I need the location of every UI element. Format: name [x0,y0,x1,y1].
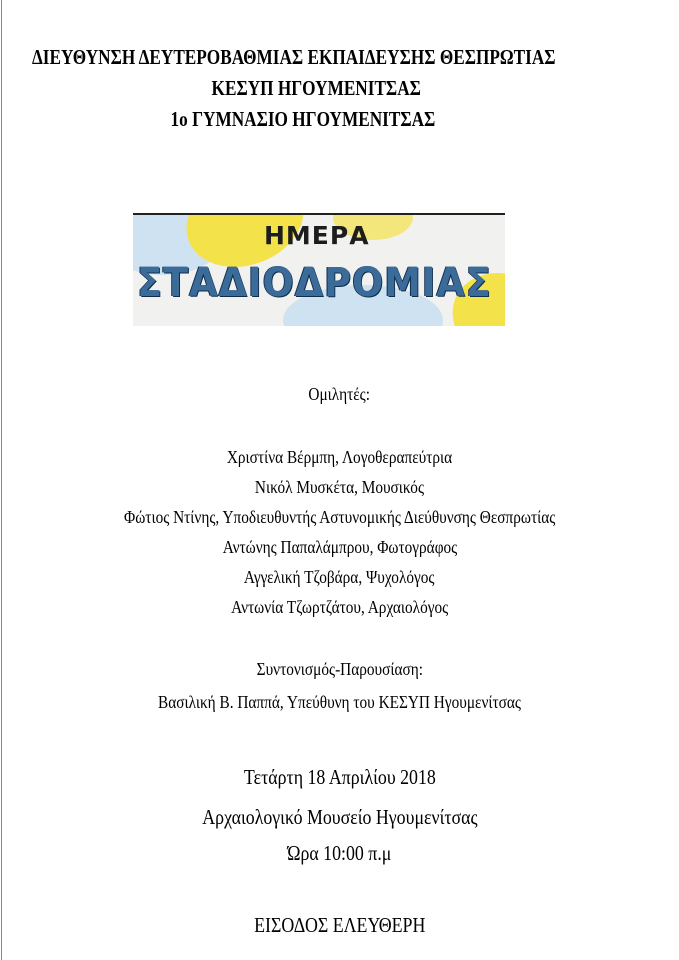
speakers-heading: Ομιλητές: [308,384,371,404]
coordination-person: Βασιλική Β. Παππά, Υπεύθυνη του ΚΕΣΥΠ Ηγουμενίτσας [158,692,521,712]
event-time: Ώρα 10:00 π.μ [287,841,392,865]
speaker-item: Νικόλ Μυσκέτα, Μουσικός [254,477,425,497]
career-day-banner [133,213,505,326]
free-entry-notice: ΕΙΣΟΔΟΣ ΕΛΕΥΘΕΡΗ [253,913,426,937]
speaker-item: Αντώνης Παπαλάμπρου, Φωτογράφος [222,537,457,557]
header-directorate: ΔΙΕΥΘΥΝΣΗ ΔΕΥΤΕΡΟΒΑΘΜΙΑΣ ΕΚΠΑΙΔΕΥΣΗΣ ΘΕΣΠΡΩΤΙΑΣ [31,45,556,69]
speaker-item: Αγγελική Τζοβάρα, Ψυχολόγος [244,567,435,587]
speaker-item: Χριστίνα Βέρμπη, Λογοθεραπεύτρια [226,447,453,467]
speaker-item: Αντωνία Τζωρτζάτου, Αρχαιολόγος [230,597,449,617]
banner-title-career: ΣΤΑΔΙΟΔΡΟΜΙΑΣ [137,260,492,306]
event-date: Τετάρτη 18 Απριλίου 2018 [243,765,436,789]
speaker-item: Φώτιος Ντίνης, Υποδιευθυντής Αστυνομικής Διεύθυνσης Θεσπρωτίας [123,507,556,527]
header-kesyp: ΚΕΣΥΠ ΗΓΟΥΜΕΝΙΤΣΑΣ [211,76,421,100]
banner-title-day: ΗΜΕΡΑ [264,221,370,250]
header-school: 1ο ΓΥΜΝΑΣΙΟ ΗΓΟΥΜΕΝΙΤΣΑΣ [170,107,436,131]
event-venue: Αρχαιολογικό Μουσείο Ηγουμενίτσας [201,805,478,829]
coordination-heading: Συντονισμός-Παρουσίαση: [256,659,423,679]
